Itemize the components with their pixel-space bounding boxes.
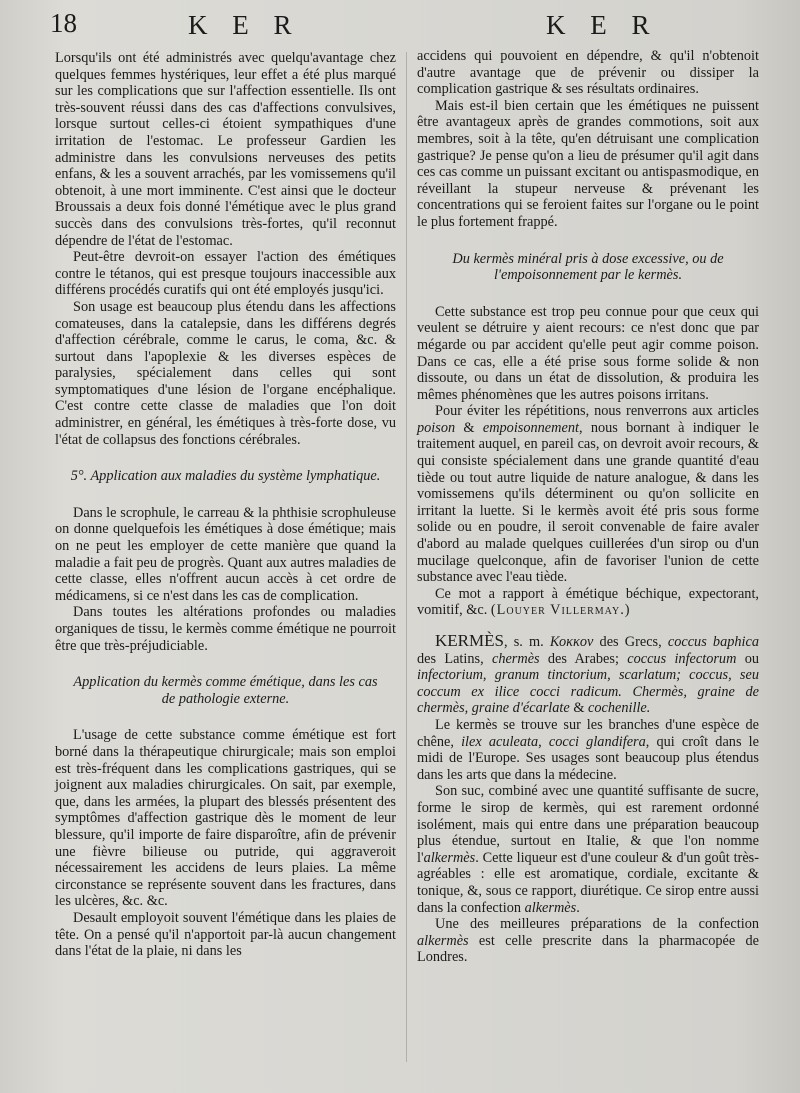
section-heading: 5°. Application aux maladies du système lymphatique.: [70, 468, 381, 485]
section-heading: Du kermès minéral pris à dose excessive, ou de l'empoisonnement par le kermès.: [452, 250, 724, 284]
paragraph: [417, 717, 759, 783]
latin-term: cochenille.: [588, 700, 651, 717]
text-run: &: [455, 419, 483, 436]
paragraph: Desault employoit souvent l'émétique dans les plaies de tête. On a pensé qu'il n'apportoit par-là aucun changement dans l'état de la plaie, ni dans les: [55, 909, 396, 960]
paragraph: Peut-être devroit-on essayer l'action des émétiques contre le tétanos, qui est presque toujours inaccessible aux différens procédés curatifs qui ont été employés jusqu'ici.: [55, 249, 396, 299]
text-run: &: [569, 700, 589, 717]
author-signature: (Louyer Villermay.): [490, 602, 631, 619]
text-run: est celle prescrite dans la pharmacopée de Londres.: [417, 932, 759, 966]
paragraph: Dans toutes les altérations profondes ou maladies organiques de tissu, le kermès comme émétique ne pourroit être que très-préjudiciable.: [55, 604, 396, 654]
running-head-left: K E R: [188, 10, 301, 40]
page-header: [0, 8, 800, 48]
page-number: 18: [50, 8, 77, 38]
term: alkermès: [417, 932, 469, 949]
text-run: . Cette liqueur est d'une couleur & d'un goût très-agréables : elle est aromatique, cordiale, excitante & tonique, &, sous ce rapport, diurétique. Ce sirop entre aussi dans la confection: [417, 849, 759, 916]
greek-term: Κοκκον: [549, 634, 594, 650]
latin-term: coccus infectorum: [627, 650, 737, 667]
latin-term: ilex aculeata, cocci glandifera: [461, 733, 646, 750]
paragraph: [417, 916, 759, 966]
paragraph: Lorsqu'ils ont été administrés avec quelqu'avantage chez quelques femmes hystériques, leur effet a été plus marqué sur les complications que sur l'affection essentielle. Ils ont très-souvent réussi dans des cas d'affections convulsives, lorsque surtout celles-ci étoient sympathiques d'une irritation de l'estomac. Le professeur Gardien les administre dans les convulsions nerveuses des petits enfans, & les a souvent arrachés, par les vomissemens qu'il obtenoit, à une mort imminente. C'est ainsi que le docteur Broussais a deux fois donné l'émétique avec le plus grand succès dans des convulsions très-fortes, qu'il reconnut dépendre de l'état de l'estomac.: [55, 50, 396, 249]
dictionary-entry: [417, 633, 759, 717]
text-run: , nous bornant à indiquer le traitement auquel, en pareil cas, on devroit avoir recours, & qui consiste spécialement dans une grande quantité d'eau tiède ou tout autre liquide de nature analogue, & dans les vomissemens qu'ils déterminent ou qu'on sollicite en irritant la luette. Si le kermès avoit été pris sous forme solide ou en poudre, il seroit convenable de faire avaler d'abord au malade quelques cuillerées d'un sirop ou d'un mucilage quelconque, afin de favoriser l'union de cette substance avec l'eau tiède.: [417, 419, 759, 586]
paragraph: [417, 783, 759, 916]
text-run: , qui croît dans le midi de l'Europe. Ses usages sont beaucoup plus étendus dans les arts que dans la médecine.: [417, 733, 759, 783]
latin-term: infectorium, granum tinctorium, scarlatum; coccus, seu coccum ex ilice cocci radicum. Chermès, graine de chermès, graine d'écarlate: [417, 667, 759, 717]
paragraph: Cette substance est trop peu connue pour que ceux qui veulent se détruire y aient recours: ce n'est donc que par mégarde ou par accident qu'elle peut agir comme poison. Dans ce cas, elle a été prise sous forme solide & non dissoute, ou dans un état de dissolution, & produira les mêmes phénomènes que les autres poisons irritans.: [417, 303, 759, 403]
entry-headword: KERMÈS: [435, 631, 504, 650]
running-head-right: K E R: [546, 10, 659, 40]
term: alkermès: [423, 849, 476, 866]
text-run: des Arabes;: [539, 650, 628, 667]
paragraph: Dans le scrophule, le carreau & la phthisie scrophuleuse on donne quelquefois les émétiques à dose émétique; mais on ne peut les employer de cette manière que quand la maladie a fait peu de progrès. Quant aux autres maladies de cette classe, elles n'offrent aucun accès à cet ordre de médicamens, si ce n'est dans les cas de complication.: [55, 504, 397, 604]
text-run: Le kermès se trouve sur les branches d'une espèce de chêne,: [417, 716, 759, 750]
text-run: , s. m.: [503, 634, 550, 650]
text-run: Son suc, combiné avec une quantité suffisante de sucre, forme le sirop de kermès, qui est rarement ordonné isolément, mais qui entre dans une préparation beaucoup plus étendue, surtout en Italie, & que l'on nomme l': [417, 783, 759, 866]
text-run: Pour éviter les répétitions, nous renverrons aux articles: [435, 403, 759, 420]
left-column: [55, 50, 396, 960]
paragraph: Son usage est beaucoup plus étendu dans les affections comateuses, dans la catalepsie, dans les différens degrés d'affection cérébrale, comme le carus, le coma, &c. & surtout dans l'apoplexie & les diverses espèces de paralysies, spécialement dans celles qui sont symptomatiques d'une lésion de l'organe encéphalique. C'est contre cette classe de maladies que l'on doit administrer, en général, les émétiques à très-forte dose, vu l'état de collapsus des fonctions cérébrales.: [55, 298, 396, 448]
paragraph: [417, 586, 759, 619]
latin-term: coccus baphica: [667, 634, 759, 650]
paragraph: Mais est-il bien certain que les émétiques ne puissent être avantageux après de grandes commotions, soit aux membres, soit à la tête, qu'en détruisant une complication gastrique? Je pense qu'on a lieu de présumer qu'il agit dans ces cas comme un puissant excitant ou antispasmodique, en réveillant la stupeur nerveuse & prévenant les concentrations qui se feroient faites sur l'organe ou le point le plus fortement frappé.: [417, 97, 759, 230]
paragraph: accidens qui pouvoient en dépendre, & qu'il n'obtenoit d'autre avantage que de prévenir ou dissiper la complication gastrique & ses résultats ordinaires.: [417, 48, 759, 98]
paragraph: L'usage de cette substance comme émétique est fort borné dans la thérapeutique chirurgicale; mais son emploi est très-fréquent dans les complications gastriques, qui se joignent aux maladies chirurgicales. On sait, par exemple, que, dans les armées, la plupart des blessés présentent des symptômes d'affection gastrique dès le moment de leur blessure, qu'il importe de faire disparoître, afin de prévenir une fièvre bilieuse ou putride, qui aggraveroit nécessairement les accidens de leurs plaies. La même circonstance se représente souvent dans les fractures, dans les ulcères, &c. &c.: [55, 727, 396, 910]
right-column: [417, 48, 759, 966]
paragraph: [417, 403, 759, 586]
cross-reference: empoisonnement: [482, 419, 579, 436]
term: alkermès: [524, 899, 577, 916]
text-run: ou: [736, 650, 759, 667]
column-divider: [406, 52, 407, 1062]
text-run: des Latins,: [417, 650, 492, 667]
text-run: .: [576, 899, 580, 916]
text-run: des Grecs,: [593, 634, 668, 650]
section-heading: Application du kermès comme émétique, dans les cas de pathologie externe.: [73, 674, 378, 707]
text-run: Une des meilleures préparations de la confection: [435, 916, 759, 933]
latin-term: chermès: [491, 650, 540, 667]
cross-reference: poison: [417, 419, 456, 436]
text-run: Ce mot a rapport à émétique béchique, expectorant, vomitif, &c.: [417, 585, 759, 619]
